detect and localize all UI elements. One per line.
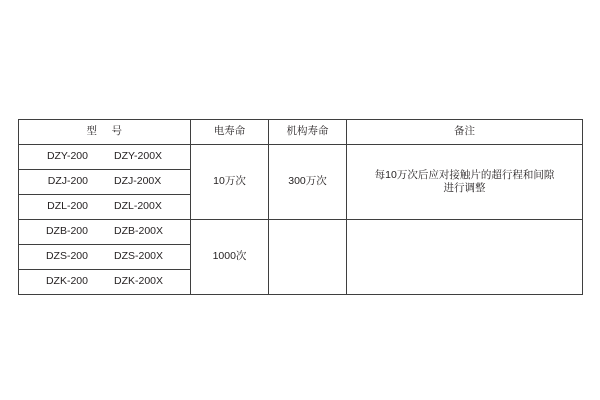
header-cell-electrical-life: 电寿命 — [191, 120, 269, 145]
model-code-variant: DZS-200X — [113, 250, 164, 263]
header-model-left: 型 — [86, 125, 98, 138]
cell-model — [19, 195, 191, 220]
model-code-primary: DZS-200 — [45, 250, 88, 263]
remarks-line-2: 进行调整 — [443, 182, 486, 194]
cell-electrical-life-group-1: 10万次 — [191, 145, 269, 220]
model-code-variant: DZK-200X — [113, 275, 164, 288]
header-cell-model — [19, 120, 191, 145]
cell-remarks-empty — [347, 220, 583, 295]
cell-model — [19, 145, 191, 170]
spec-table-container — [18, 119, 582, 295]
model-code-variant: DZL-200X — [114, 200, 162, 213]
cell-model — [19, 270, 191, 295]
cell-mechanical-life-empty — [269, 220, 347, 295]
model-code-primary: DZB-200 — [45, 225, 88, 238]
table-header-row — [19, 120, 583, 145]
cell-model — [19, 245, 191, 270]
model-code-primary: DZL-200 — [47, 200, 88, 213]
model-code-primary: DZJ-200 — [47, 175, 88, 188]
table-row — [19, 220, 583, 245]
cell-model — [19, 170, 191, 195]
spec-table — [18, 119, 583, 295]
table-row — [19, 145, 583, 170]
model-code-primary: DZY-200 — [46, 150, 88, 163]
model-code-variant: DZJ-200X — [114, 175, 162, 188]
header-cell-remarks: 备注 — [347, 120, 583, 145]
model-code-primary: DZK-200 — [45, 275, 88, 288]
remarks-line-1: 每10万次后应对接触片的超行程和间隙 — [374, 168, 555, 181]
header-model-right: 号 — [111, 125, 123, 138]
cell-remarks — [347, 145, 583, 220]
model-code-variant: DZB-200X — [113, 225, 164, 238]
cell-model — [19, 220, 191, 245]
model-code-variant: DZY-200X — [114, 150, 163, 163]
cell-mechanical-life-group-1: 300万次 — [269, 145, 347, 220]
header-cell-mechanical-life: 机构寿命 — [269, 120, 347, 145]
cell-electrical-life-group-2: 1000次 — [191, 220, 269, 295]
